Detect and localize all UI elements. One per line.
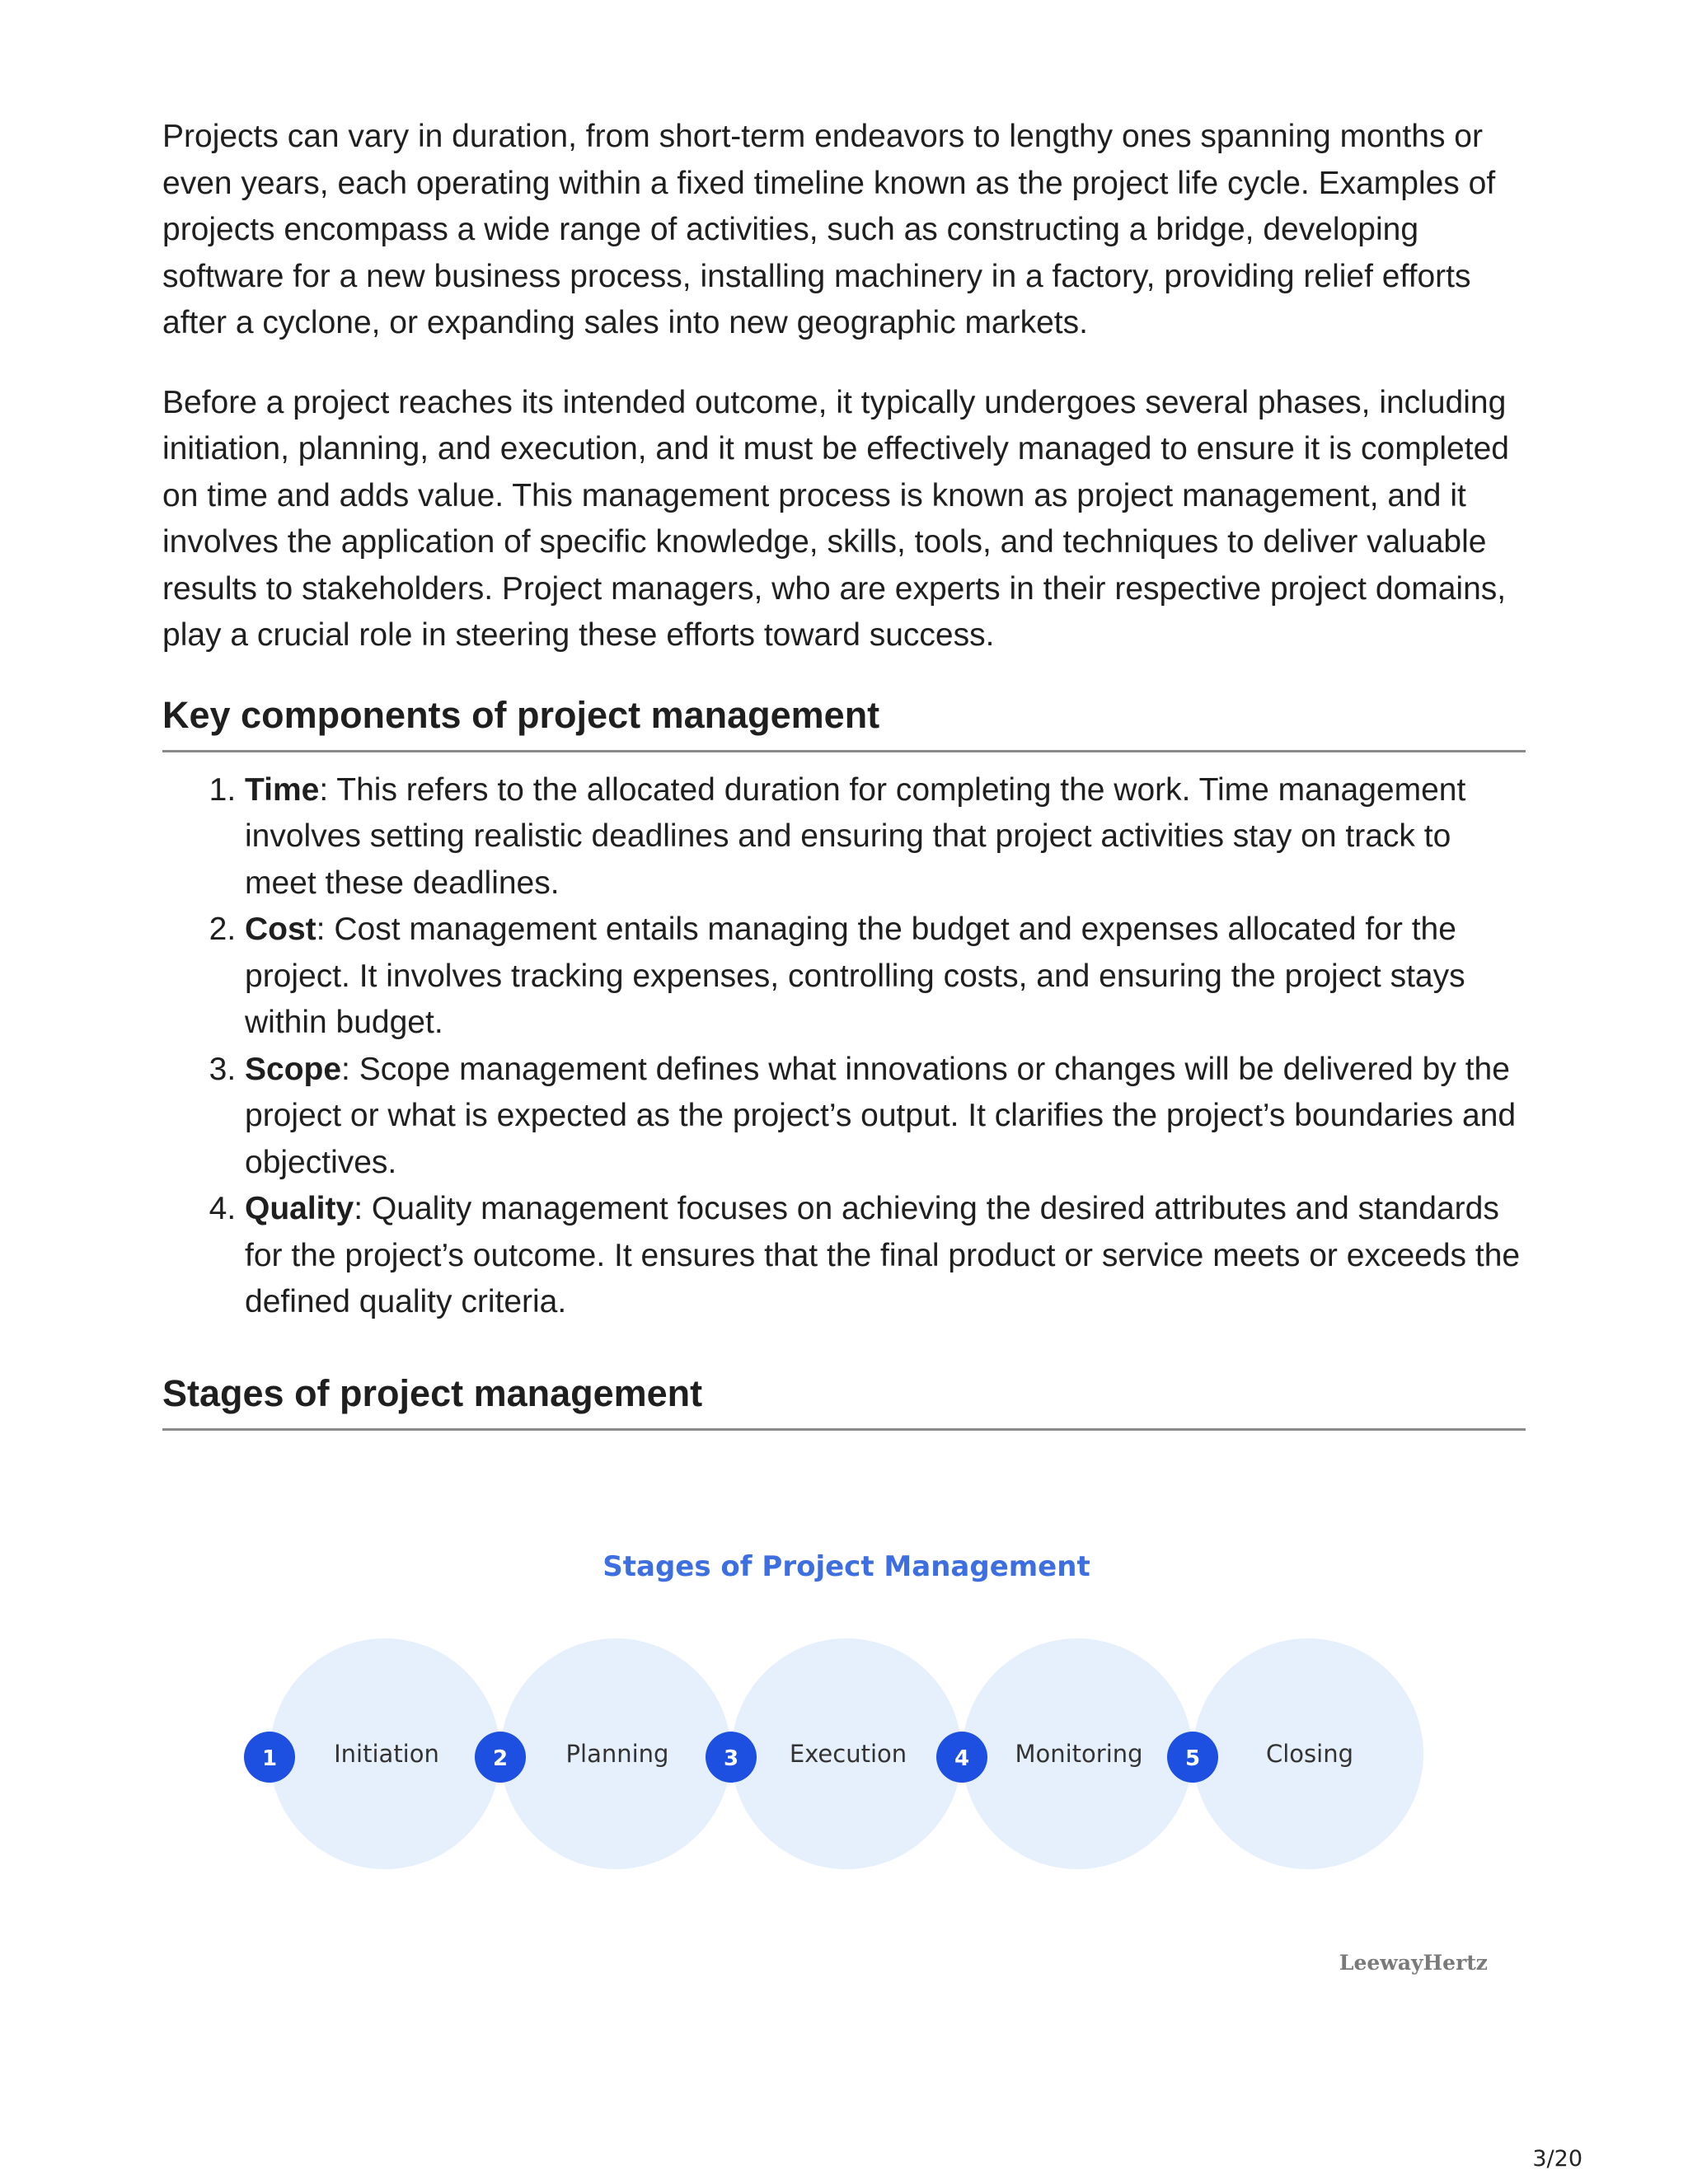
list-item-text: : This refers to the allocated duration for completing the work. Time management involves setting realistic deadlines and ensuring that project activities stay on track to meet these deadlines.: [245, 771, 1466, 901]
stages-heading: Stages of project management: [162, 1371, 1526, 1431]
list-item: [245, 767, 1526, 907]
stage-circles: [244, 1638, 1423, 1869]
stage-initiation: [244, 1638, 500, 1869]
stage-label: Initiation: [334, 1740, 439, 1768]
article-content: [162, 114, 1526, 1431]
stage-number: 2: [492, 1746, 509, 1771]
list-item: [245, 1047, 1526, 1187]
stages-diagram: [162, 1533, 1526, 1994]
list-item-term: Scope: [245, 1051, 342, 1087]
stage-label: Closing: [1265, 1740, 1354, 1768]
list-item: [245, 907, 1526, 1047]
list-item-text: : Scope management defines what innovations or changes will be delivered by the project or what is expected as the project’s output. It clarifies the project’s boundaries and objectives.: [245, 1051, 1517, 1180]
list-item-text: : Cost management entails managing the budget and expenses allocated for the project. It involves tracking expenses, controlling costs, and ensuring the project stays within budget.: [245, 912, 1465, 1040]
infographic-title: Stages of Project Management: [603, 1550, 1090, 1583]
stage-number: 3: [723, 1746, 739, 1771]
stage-label: Monitoring: [1015, 1740, 1143, 1768]
page-number: 3/20: [1532, 2146, 1582, 2172]
stage-closing: [1167, 1638, 1423, 1869]
list-item-term: Time: [245, 771, 320, 808]
list-item-text: : Quality management focuses on achieving the desired attributes and standards for the project’s outcome. It ensures that the final product or service meets or exceeds the defined quality criteria.: [245, 1191, 1521, 1319]
list-item: [245, 1186, 1526, 1326]
stage-label: Planning: [565, 1740, 669, 1768]
paragraph-project-duration: Projects can vary in duration, from short-term endeavors to lengthy ones spanning months or even years, each operating within a fixed timeline known as the project life cycle. Examples of projects encompass a wide range of activities, such as constructing a bridge, developing software for a new business process, installing machinery in a factory, providing relief efforts after a cyclone, or expanding sales into new geographic markets.: [162, 119, 1496, 340]
key-components-heading: Key components of project management: [162, 692, 1526, 752]
stages-infographic: [162, 1533, 1526, 1994]
list-item-term: Cost: [245, 912, 316, 947]
list-item-term: Quality: [245, 1191, 354, 1226]
stage-execution: [706, 1638, 962, 1869]
leewayhertz-logo: LeewayHertz: [1339, 1951, 1488, 1975]
stage-label: Execution: [789, 1740, 907, 1768]
key-components-list: [162, 767, 1526, 1326]
stage-planning: [475, 1638, 731, 1869]
stage-number: 1: [261, 1746, 278, 1771]
paragraph-project-phases: Before a project reaches its intended outcome, it typically undergoes several phases, including initiation, planning, and execution, and it must be effectively managed to ensure it is completed on time and adds value. This management process is known as project management, and it involves the application of specific knowledge, skills, tools, and techniques to deliver valuable results to stakeholders. Project managers, who are experts in their respective project domains, play a crucial role in steering these efforts toward success.: [162, 384, 1509, 653]
stage-number: 5: [1184, 1746, 1201, 1771]
stage-number: 4: [954, 1746, 970, 1771]
stage-monitoring: [936, 1638, 1193, 1869]
